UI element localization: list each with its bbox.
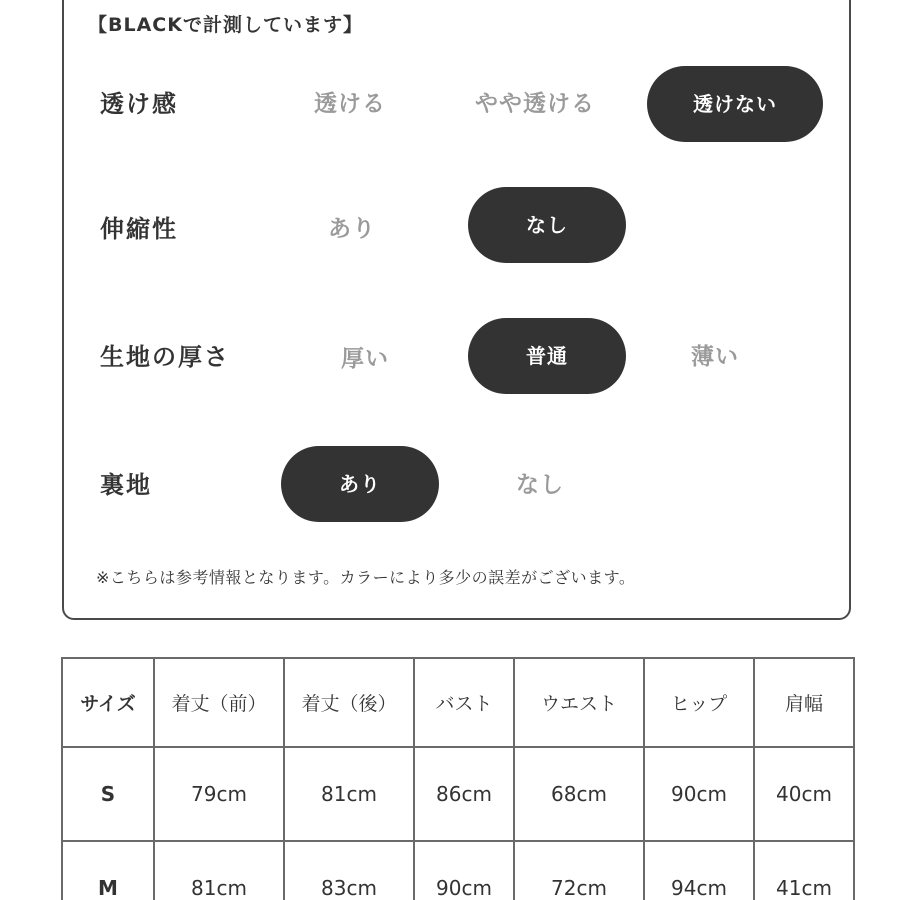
cell-shoulder: 40cm [754, 747, 854, 841]
header-length-front: 着丈（前） [154, 658, 284, 747]
header-hip: ヒップ [644, 658, 754, 747]
option-transparency-sheer: 透ける [314, 91, 386, 117]
option-stretch-no-selected: なし [468, 187, 626, 263]
option-lining-no: なし [516, 472, 564, 498]
attr-label-lining: 裏地 [100, 471, 152, 499]
cell-shoulder: 41cm [754, 841, 854, 900]
cell-hip: 94cm [644, 841, 754, 900]
option-lining-yes-selected: あり [281, 446, 439, 522]
attr-label-thickness: 生地の厚さ [100, 343, 230, 371]
option-transparency-slightly-sheer: やや透ける [475, 91, 595, 117]
header-shoulder: 肩幅 [754, 658, 854, 747]
size-table-header-row [62, 658, 854, 747]
option-transparency-opaque-selected: 透けない [647, 66, 823, 142]
header-waist: ウエスト [514, 658, 644, 747]
attr-label-transparency: 透け感 [100, 90, 178, 118]
header-size: サイズ [62, 658, 154, 747]
table-row [62, 747, 854, 841]
cell-bust: 90cm [414, 841, 514, 900]
cell-bust: 86cm [414, 747, 514, 841]
attr-label-stretch: 伸縮性 [100, 215, 178, 243]
table-row [62, 841, 854, 900]
option-stretch-yes: あり [328, 216, 376, 242]
header-length-back: 着丈（後） [284, 658, 414, 747]
header-bust: バスト [414, 658, 514, 747]
option-thickness-thin: 薄い [691, 344, 739, 370]
cell-waist: 68cm [514, 747, 644, 841]
card-header: 【BLACKで計測しています】 [88, 14, 363, 36]
disclaimer-note: ※こちらは参考情報となります。カラーにより多少の誤差がございます。 [96, 568, 636, 587]
cell-waist: 72cm [514, 841, 644, 900]
cell-length-front: 81cm [154, 841, 284, 900]
cell-hip: 90cm [644, 747, 754, 841]
option-thickness-thick: 厚い [341, 346, 389, 372]
cell-size: S [62, 747, 154, 841]
cell-length-front: 79cm [154, 747, 284, 841]
size-table [61, 657, 855, 900]
cell-length-back: 81cm [284, 747, 414, 841]
option-thickness-normal-selected: 普通 [468, 318, 626, 394]
cell-size: M [62, 841, 154, 900]
cell-length-back: 83cm [284, 841, 414, 900]
